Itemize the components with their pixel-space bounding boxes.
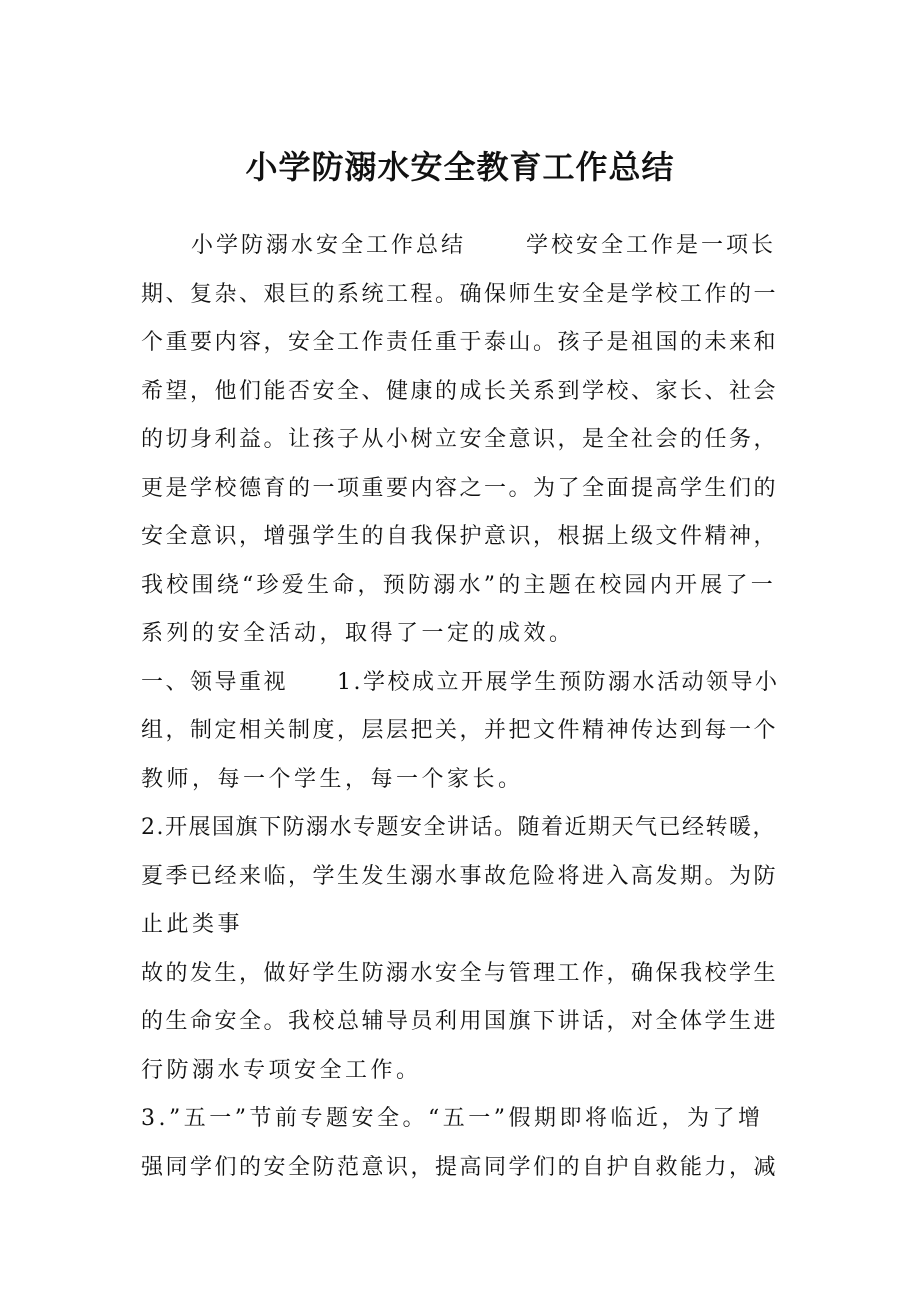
body-line: 故的发生，做好学生防溺水安全与管理工作，确保我校学生 xyxy=(141,960,779,986)
body-line: 强同学们的安全防范意识，提高同学们的自护自救能力，减 xyxy=(141,1154,779,1180)
body-line: 个重要内容，安全工作责任重于泰山。孩子是祖国的未来和 xyxy=(141,330,779,355)
body-line: 教师，每一个学生，每一个家长。 xyxy=(141,766,524,792)
body-line: 行防溺水专项安全工作。 xyxy=(141,1057,422,1083)
body-line: 安全意识，增强学生的自我保护意识，根据上级文件精神， xyxy=(141,524,779,549)
body-line: 夏季已经来临，学生发生溺水事故危险将进入高发期。为防 xyxy=(141,863,779,889)
body-line: 系列的安全活动，取得了一定的成效。 xyxy=(141,621,575,646)
body-line: 期、复杂、艰巨的系统工程。确保师生安全是学校工作的一 xyxy=(141,281,779,307)
body-line: 我校围绕“珍爱生命，预防溺水”的主题在校园内开展了一 xyxy=(141,572,776,598)
body-line: 小学防溺水安全工作总结 学校安全工作是一项长 xyxy=(141,233,776,258)
body-line: 希望，他们能否安全、健康的成长关系到学校、家长、社会 xyxy=(141,378,779,404)
body-line: 止此类事 xyxy=(141,912,244,937)
body-line: 一、领导重视 1.学校成立开展学生预防溺水活动领导小 xyxy=(141,669,780,695)
body-line: 的切身利益。让孩子从小树立安全意识，是全社会的任务， xyxy=(141,427,779,452)
document-body xyxy=(141,222,781,1192)
body-line: 2.开展国旗下防溺水专题安全讲话。随着近期天气已经转暖， xyxy=(141,815,776,840)
body-line: 的生命安全。我校总辅导员利用国旗下讲话，对全体学生进 xyxy=(141,1009,779,1034)
body-line: 更是学校德育的一项重要内容之一。为了全面提高学生们的 xyxy=(141,475,779,501)
document-title: 小学防溺水安全教育工作总结 xyxy=(245,148,675,186)
body-line: 组，制定相关制度，层层把关，并把文件精神传达到每一个 xyxy=(141,718,779,743)
body-line: 3.”五一”节前专题安全。“五一”假期即将临近，为了增 xyxy=(141,1106,764,1131)
